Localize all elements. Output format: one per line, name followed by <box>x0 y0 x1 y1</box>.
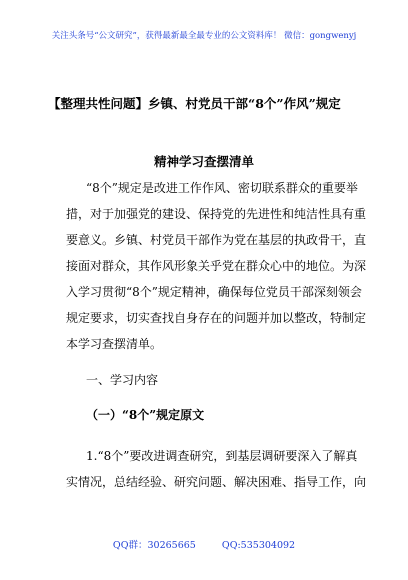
footer-contact <box>0 537 408 551</box>
paragraph-line: 1.“8个”要改进调查研究，到基层调研要深入了解真 <box>86 449 358 463</box>
paragraph-line: “8个”规定是改进工作作风、密切联系群众的重要举 <box>86 181 358 195</box>
footer-qq: QQ:535304092 <box>221 540 296 551</box>
paragraph-line: 实情况，总结经验、研究问题、解决困难、指导工作，向 <box>66 475 367 489</box>
paragraph-line: 接面对群众，其作风形象关乎党在群众心中的地位。为深 <box>66 259 367 273</box>
paragraph-line: 要意义。乡镇、村党员干部作为党在基层的执政骨干，直 <box>66 233 367 247</box>
subsection-heading: （一）“8个”规定原文 <box>86 408 205 422</box>
section-heading: 一、学习内容 <box>86 373 159 387</box>
paragraph-line: 规定要求，切实查找自身存在的问题并加以整改，特制定 <box>66 311 367 325</box>
paragraph-line: 本学习查摆清单。 <box>66 337 163 351</box>
paragraph-line: 措，对于加强党的建设、保持党的先进性和纯洁性具有重 <box>66 207 367 221</box>
header-banner: 关注头条号“公文研究”，获得最新最全最专业的公文资料库！ 微信：gongwenyj <box>51 31 357 41</box>
document-title: 【整理共性问题】乡镇、村党员干部“8个”作风”规定 <box>48 96 341 111</box>
paragraph-line: 入学习贯彻“8个”规定精神，确保每位党员干部深刻领会 <box>66 285 362 299</box>
footer-qq-group: QQ群：30265665 <box>112 540 196 551</box>
document-subtitle: 精神学习查摆清单 <box>153 154 254 169</box>
